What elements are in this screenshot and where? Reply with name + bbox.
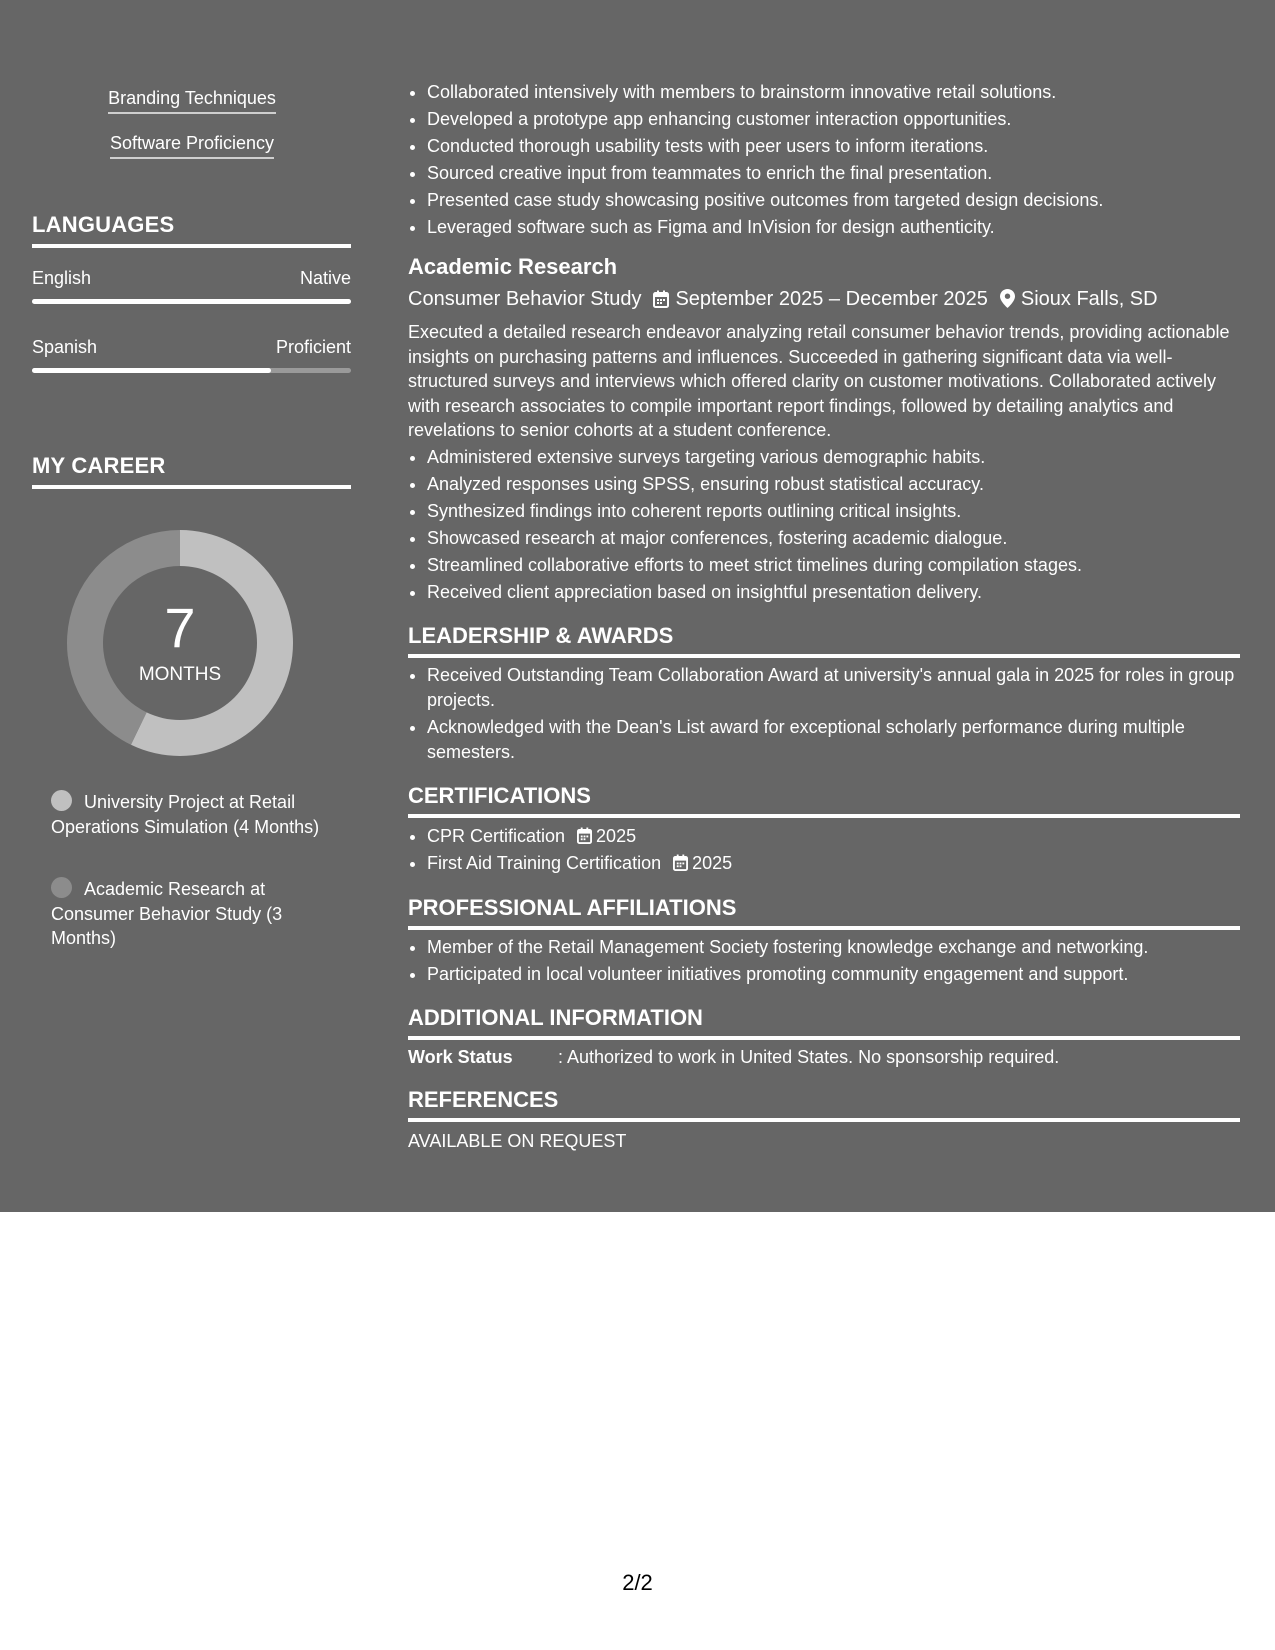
list-item: • Leveraged software such as Figma and InVision for design authenticity. bbox=[427, 214, 1240, 241]
career-total-number: 7 bbox=[164, 596, 196, 659]
list-item: • Conducted thorough usability tests with peer users to inform iterations. bbox=[427, 133, 1240, 160]
work-status-label: Work Status bbox=[408, 1047, 513, 1067]
experience-title: Academic Research bbox=[408, 254, 618, 279]
list-item: • Collaborated intensively with members to brainstorm innovative retail solutions. bbox=[427, 79, 1240, 106]
calendar-icon bbox=[653, 289, 669, 315]
list-item: • Analyzed responses using SPSS, ensuring robust statistical accuracy. bbox=[427, 471, 1240, 498]
language-level: Proficient bbox=[275, 337, 351, 357]
career-legend-item: Academic Research at Consumer Behavior Study (3 Months) bbox=[51, 879, 283, 948]
list-item: • Member of the Retail Management Society fostering knowledge exchange and networking. bbox=[427, 934, 1240, 961]
references-text: AVAILABLE ON REQUEST bbox=[408, 1131, 627, 1151]
leadership-heading: LEADERSHIP & AWARDS bbox=[408, 623, 1240, 658]
career-legend-item: University Project at Retail Operations Simulation (4 Months) bbox=[51, 792, 320, 837]
list-item: • Developed a prototype app enhancing customer interaction opportunities. bbox=[427, 106, 1240, 133]
project-bullets bbox=[408, 79, 1240, 241]
research-bullets bbox=[408, 444, 1240, 606]
legend-dot bbox=[51, 790, 72, 811]
work-status-value: : Authorized to work in United States. No sponsorship required. bbox=[558, 1047, 1060, 1067]
additional-info-heading: ADDITIONAL INFORMATION bbox=[408, 1005, 1240, 1040]
list-item: • Acknowledged with the Dean's List award for exceptional scholarly performance during multiple semesters. bbox=[427, 715, 1240, 764]
list-item: • First Aid Training Certification 2025 bbox=[427, 850, 1240, 877]
experience-meta bbox=[408, 286, 1240, 315]
language-bar-fill bbox=[32, 368, 271, 373]
certifications-list bbox=[408, 823, 1240, 877]
language-bar bbox=[32, 368, 351, 373]
experience-location: Sioux Falls, SD bbox=[1020, 288, 1158, 310]
language-bar-fill bbox=[32, 299, 351, 304]
list-item: • Presented case study showcasing positive outcomes from targeted design decisions. bbox=[427, 187, 1240, 214]
career-total-unit: MONTHS bbox=[138, 664, 222, 685]
experience-summary: Executed a detailed research endeavor analyzing retail consumer behavior trends, providing actionable insights on purchasing patterns and influences. Succeeded in gathering significant data via well-structured surveys and interviews which offered clarity on customer motivations. Collaborated actively with research associates to compile important report findings, followed by detailing analytics and revelations to senior cohorts at a student conference. bbox=[408, 322, 1230, 440]
languages-heading: LANGUAGES bbox=[32, 212, 351, 248]
leadership-list bbox=[408, 663, 1240, 764]
list-item: • Streamlined collaborative efforts to meet strict timelines during compilation stages. bbox=[427, 552, 1240, 579]
list-item: • Sourced creative input from teammates to enrich the final presentation. bbox=[427, 160, 1240, 187]
calendar-icon bbox=[577, 827, 592, 844]
list-item: • Received Outstanding Team Collaboration Award at university's annual gala in 2025 for roles in group projects. bbox=[427, 663, 1240, 712]
skill-item: Software Proficiency bbox=[32, 133, 352, 154]
calendar-icon bbox=[673, 854, 688, 871]
list-item: • Synthesized findings into coherent reports outlining critical insights. bbox=[427, 498, 1240, 525]
affiliations-heading: PROFESSIONAL AFFILIATIONS bbox=[408, 895, 1240, 930]
list-item: • Received client appreciation based on insightful presentation delivery. bbox=[427, 579, 1240, 606]
skill-item: Branding Techniques bbox=[32, 88, 352, 109]
experience-org: Consumer Behavior Study bbox=[408, 288, 642, 310]
legend-dot bbox=[51, 877, 72, 898]
language-bar bbox=[32, 299, 351, 304]
language-name: English bbox=[32, 268, 92, 288]
list-item: • Showcased research at major conferences, fostering academic dialogue. bbox=[427, 525, 1240, 552]
language-name: Spanish bbox=[32, 337, 98, 357]
career-heading: MY CAREER bbox=[32, 453, 351, 489]
affiliations-list bbox=[408, 934, 1240, 988]
page-number: 2/2 bbox=[622, 1570, 653, 1595]
location-pin-icon bbox=[1000, 289, 1015, 315]
list-item: • Participated in local volunteer initiatives promoting community engagement and support. bbox=[427, 961, 1240, 988]
certifications-heading: CERTIFICATIONS bbox=[408, 783, 1240, 818]
list-item: • CPR Certification 2025 bbox=[427, 823, 1240, 850]
language-level: Native bbox=[299, 268, 351, 288]
references-heading: REFERENCES bbox=[408, 1087, 1240, 1122]
experience-dates: September 2025 – December 2025 bbox=[675, 288, 988, 310]
list-item: • Administered extensive surveys targeting various demographic habits. bbox=[427, 444, 1240, 471]
